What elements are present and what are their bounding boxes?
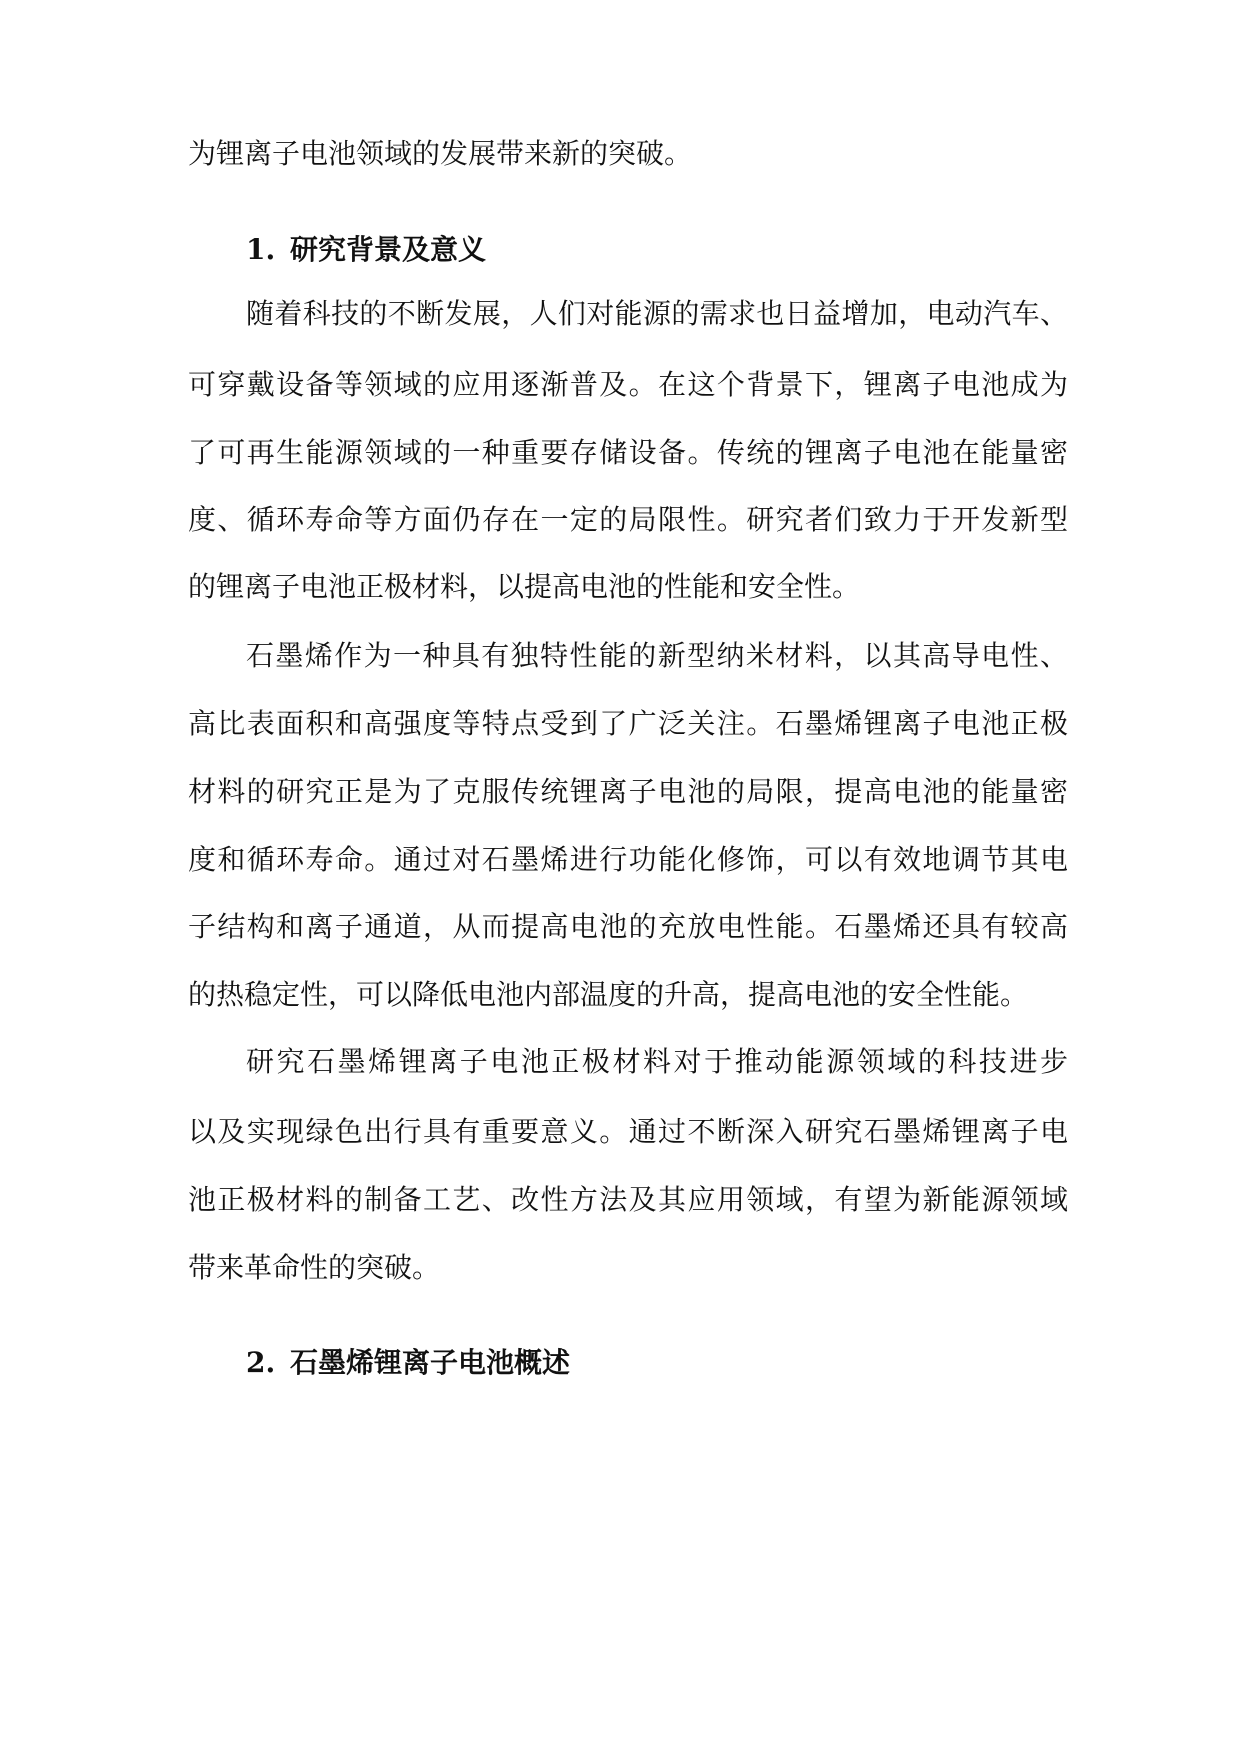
section-heading-1	[246, 230, 486, 270]
paragraph-line: 的锂离子电池正极材料，以提高电池的性能和安全性。	[188, 570, 861, 603]
paragraph-line: 为锂离子电池领域的发展带来新的突破。	[188, 137, 693, 170]
section-title: 研究背景及意义	[290, 233, 487, 266]
paragraph-line: 可穿戴设备等领域的应用逐渐普及。在这个背景下，锂离子电池成为	[188, 368, 1068, 401]
paragraph-line: 度和循环寿命。通过对石墨烯进行功能化修饰，可以有效地调节其电	[188, 843, 1068, 876]
section-number: 2.	[246, 1346, 276, 1379]
section-title: 石墨烯锂离子电池概述	[290, 1346, 571, 1379]
section-heading-2	[246, 1343, 570, 1383]
paragraph-line: 高比表面积和高强度等特点受到了广泛关注。石墨烯锂离子电池正极	[188, 707, 1068, 740]
paragraph-line: 了可再生能源领域的一种重要存储设备。传统的锂离子电池在能量密	[188, 436, 1068, 469]
paragraph-line: 子结构和离子通道，从而提高电池的充放电性能。石墨烯还具有较高	[188, 910, 1068, 943]
paragraph-line: 的热稳定性，可以降低电池内部温度的升高，提高电池的安全性能。	[188, 978, 1029, 1011]
paragraph-line: 研究石墨烯锂离子电池正极材料对于推动能源领域的科技进步	[246, 1045, 1068, 1078]
paragraph-line: 度、循环寿命等方面仍存在一定的局限性。研究者们致力于开发新型	[188, 503, 1068, 536]
paragraph-line: 以及实现绿色出行具有重要意义。通过不断深入研究石墨烯锂离子电	[188, 1115, 1068, 1148]
paragraph-line: 池正极材料的制备工艺、改性方法及其应用领域，有望为新能源领域	[188, 1183, 1068, 1216]
paragraph-line: 带来革命性的突破。	[188, 1251, 441, 1284]
paragraph-line: 随着科技的不断发展，人们对能源的需求也日益增加，电动汽车、	[246, 297, 1068, 330]
section-number: 1.	[246, 233, 276, 266]
paragraph-line: 材料的研究正是为了克服传统锂离子电池的局限，提高电池的能量密	[188, 775, 1068, 808]
paragraph-line: 石墨烯作为一种具有独特性能的新型纳米材料，以其高导电性、	[246, 639, 1068, 672]
